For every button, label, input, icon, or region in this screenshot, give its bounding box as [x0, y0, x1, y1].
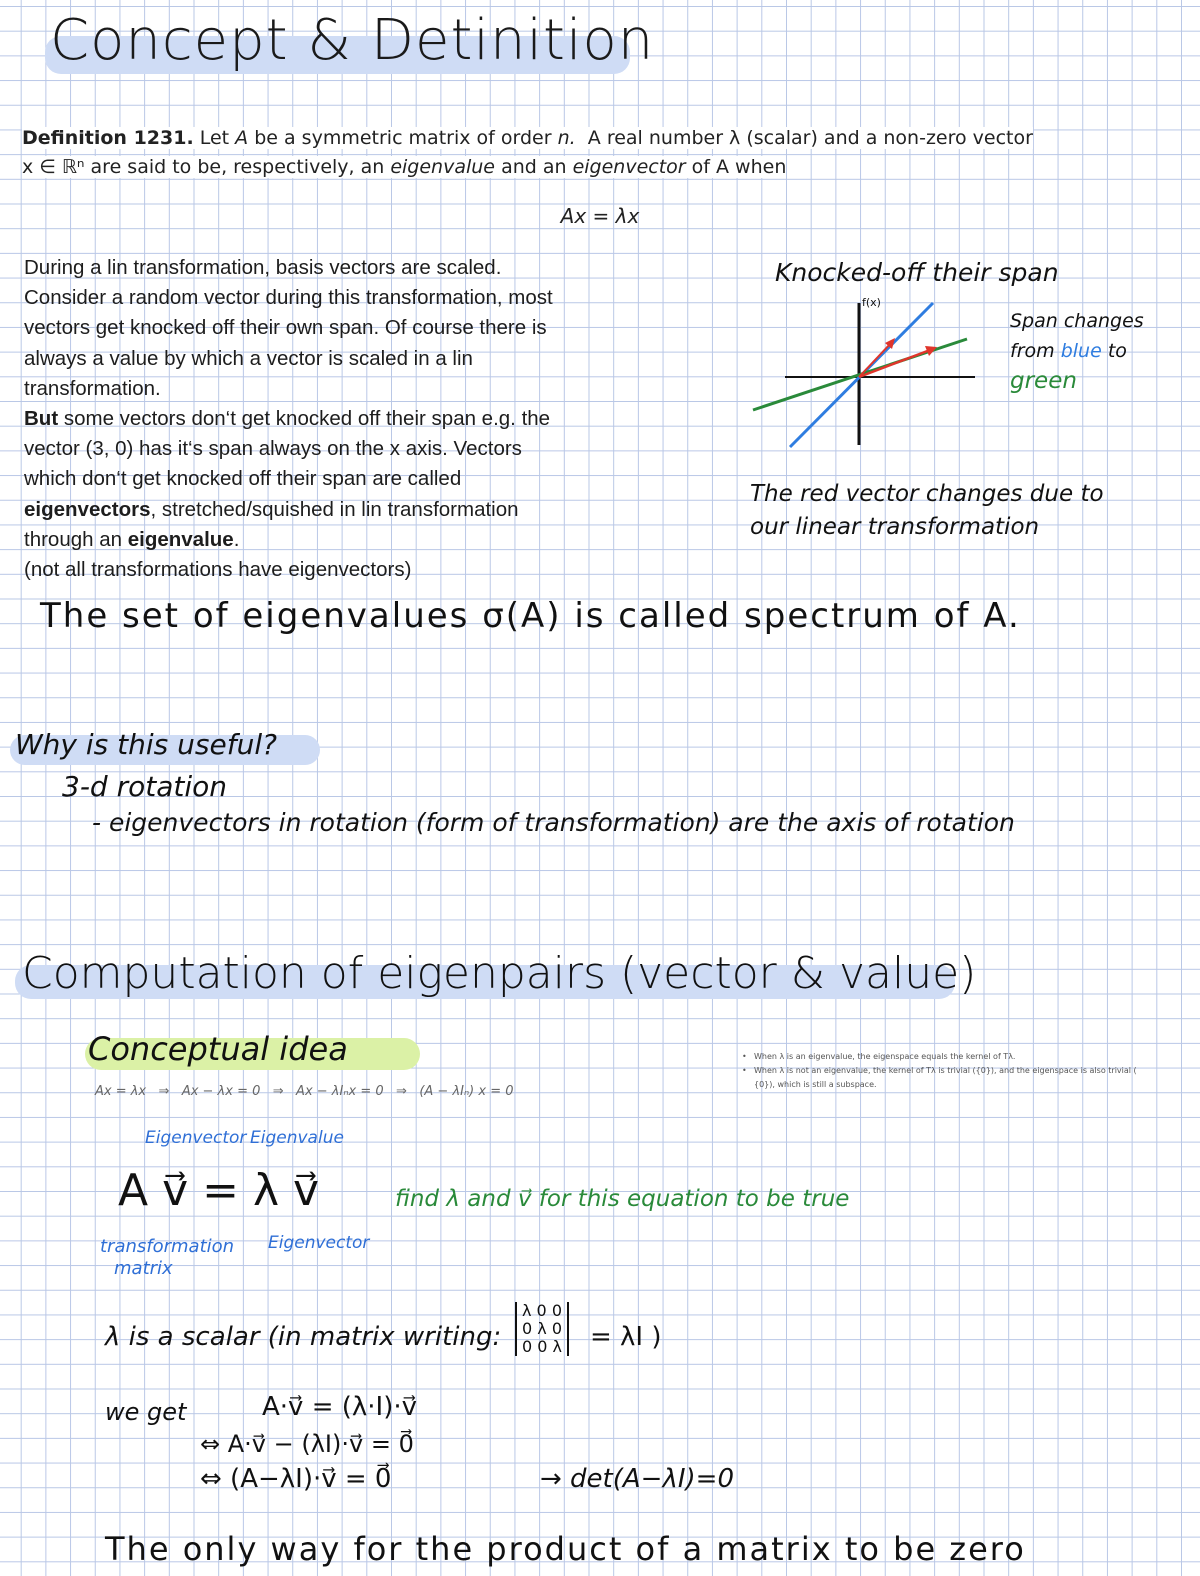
explanation-paragraph — [24, 253, 704, 585]
find-note: find λ and v⃗ for this equation to be true — [395, 1186, 850, 1212]
paragraph-line: vector (3, 0) has it‘s span always on the x axis. Vectors — [24, 437, 522, 461]
definition-var: n. — [557, 127, 576, 149]
definition-formula: Ax = λx — [560, 204, 640, 228]
paragraph-line — [24, 495, 704, 525]
paragraph-text: . — [233, 527, 240, 551]
main-equation: A v⃗ = λ v⃗ — [118, 1165, 320, 1216]
definition-label: Definition 1231. — [22, 127, 194, 149]
paragraph-line: which don‘t get knocked off their span are called — [24, 467, 462, 491]
paragraph-line — [24, 404, 704, 434]
why-item: 3-d rotation — [62, 770, 228, 803]
eigenvectors-bold: eigenvectors — [24, 497, 151, 521]
span-note-from: from — [1010, 340, 1055, 362]
matrix-row: 0 λ 0 — [522, 1319, 562, 1338]
det-result: → det(A−λI)=0 — [540, 1464, 734, 1494]
bottom-note: The only way for the product of a matrix to be zero — [105, 1530, 1026, 1568]
span-note-line — [1010, 336, 1144, 366]
paragraph-line: During a lin transformation, basis vectors are scaled. — [24, 256, 502, 279]
paragraph-line: Consider a random vector during this transformation, most — [24, 286, 553, 310]
span-note — [1010, 306, 1144, 396]
span-diagram — [745, 295, 995, 455]
label-line: transformation — [100, 1236, 235, 1257]
step-1: A·v⃗ = (λ·I)·v⃗ — [262, 1392, 418, 1422]
definition-text: of A when — [691, 156, 787, 178]
equation-chain: Ax = λx ⇒ Ax − λx = 0 ⇒ Ax − λIₙx = 0 ⇒ (A − λIₙ) x = 0 — [95, 1084, 514, 1099]
paragraph-line — [24, 525, 704, 555]
definition-text: and an — [501, 156, 567, 178]
paragraph-line: vectors get knocked off their own span. Of course there is — [24, 316, 547, 340]
bullet-item — [740, 1064, 1160, 1092]
axis-label: f(x) — [862, 296, 881, 309]
why-heading: Why is this useful? — [15, 728, 277, 761]
span-note-blue: blue — [1060, 340, 1102, 362]
bullet-text: {0}), which is still a subspace. — [754, 1080, 877, 1089]
spectrum-note: The set of eigenvalues σ(A) is called spectrum of A. — [40, 596, 1021, 636]
page-title: Concept & Detinition — [50, 8, 655, 73]
span-note-to: to — [1107, 340, 1127, 362]
but-bold: But — [24, 407, 59, 431]
bullet-text: When λ is not an eigenvalue, the kernel of Tλ is trivial ({0}), and the eigenspace is also trivial ( — [754, 1066, 1137, 1075]
caption-line: our linear transformation — [750, 514, 1040, 540]
definition-text: Let — [199, 127, 230, 149]
paragraph-text: some vectors don‘t get knocked off their span e.g. the — [63, 407, 551, 431]
scalar-note-end: = λI ) — [590, 1322, 662, 1352]
diagram-caption — [750, 478, 1104, 544]
paragraph-line: (not all transformations have eigenvectors) — [24, 558, 412, 582]
matrix-row: λ 0 0 — [522, 1301, 562, 1320]
span-note-green: green — [1010, 368, 1077, 394]
why-sub: - eigenvectors in rotation (form of transformation) are the axis of rotation — [92, 808, 1015, 837]
step-3: ⇔ (A−λI)·v⃗ = 0⃗ — [200, 1464, 392, 1494]
red-vector-line — [859, 350, 930, 377]
label-eigenvector-bottom: Eigenvector — [268, 1233, 370, 1253]
conceptual-heading: Conceptual idea — [88, 1030, 348, 1068]
definition-text: be a symmetric matrix of order — [254, 127, 552, 149]
definition-text: x ∈ ℝⁿ are said to be, respectively, an — [22, 156, 385, 178]
matrix-row: 0 0 λ — [522, 1337, 562, 1356]
definition-text: A real number λ (scalar) and a non-zero vector — [587, 127, 1033, 149]
definition-block — [22, 124, 1152, 182]
label-eigenvalue-top: Eigenvalue — [250, 1128, 344, 1148]
scalar-note: λ is a scalar (in matrix writing: — [105, 1322, 502, 1352]
definition-term: eigenvector — [572, 156, 686, 178]
label-transformation — [100, 1236, 234, 1280]
eigenvalue-bold: eigenvalue — [127, 527, 234, 551]
eigenspace-bullets — [740, 1050, 1160, 1092]
definition-term: eigenvalue — [390, 156, 496, 178]
definition-var: A — [235, 127, 249, 149]
paragraph-text: through an — [24, 527, 123, 551]
computation-heading: Computation of eigenpairs (vector & value) — [22, 948, 977, 999]
bullet-item: • When λ is an eigenvalue, the eigenspace equals the kernel of Tλ. — [740, 1050, 1160, 1064]
caption-line: The red vector changes due to — [750, 481, 1104, 507]
we-get: we get — [105, 1398, 187, 1426]
lambda-matrix — [515, 1302, 569, 1356]
span-note-line: Span changes — [1010, 310, 1144, 332]
label-eigenvector-top: Eigenvector — [145, 1128, 247, 1148]
paragraph-line: transformation. — [24, 376, 161, 400]
paragraph-line: always a value by which a vector is scaled in a lin — [24, 346, 473, 370]
step-2: ⇔ A·v⃗ − (λI)·v⃗ = 0⃗ — [200, 1430, 414, 1458]
diagram-title: Knocked-off their span — [775, 258, 1059, 287]
label-line: matrix — [114, 1258, 173, 1279]
paragraph-text: , stretched/squished in lin transformation — [150, 497, 519, 521]
